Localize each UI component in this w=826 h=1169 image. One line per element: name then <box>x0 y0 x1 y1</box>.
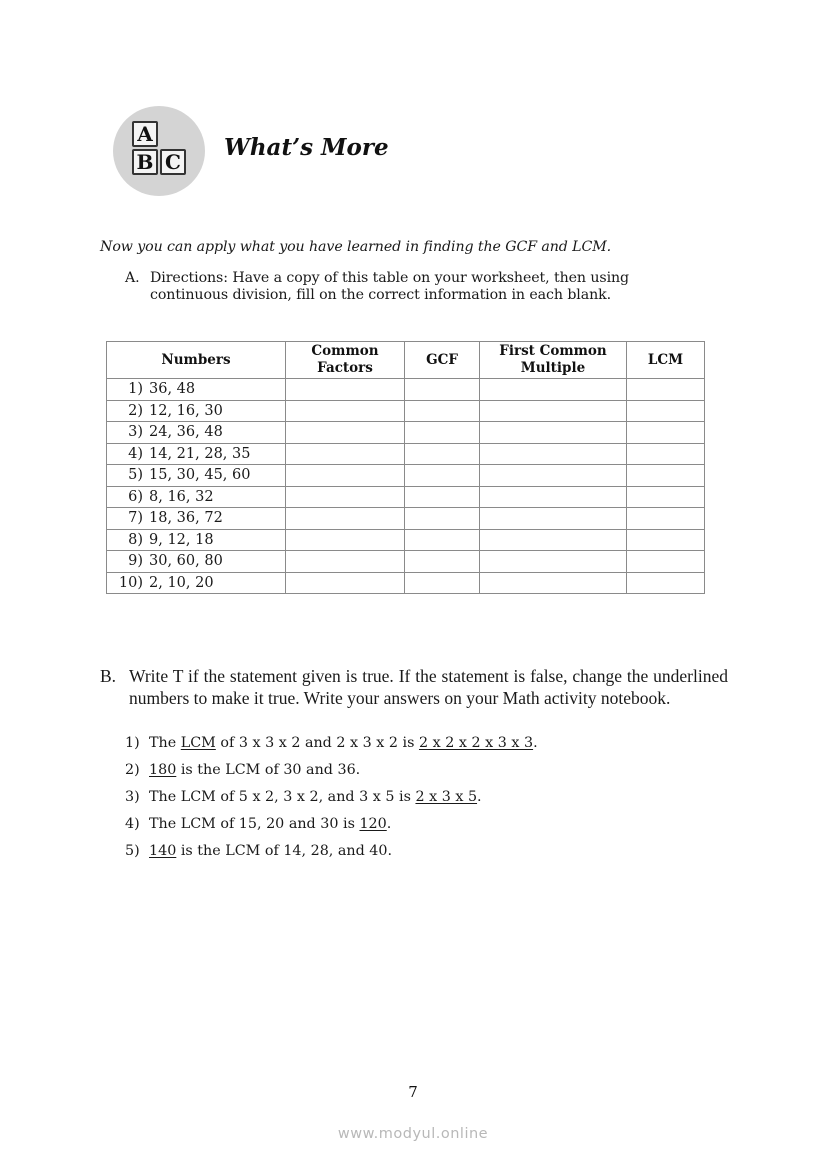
row-numbers: 30, 60, 80 <box>149 553 223 570</box>
table-row <box>107 443 705 465</box>
col-numbers: Numbers <box>107 342 286 379</box>
row-number: 2) <box>128 402 143 419</box>
row-number: 8) <box>128 531 143 548</box>
item-number: 3) <box>125 789 140 805</box>
numbers-cell <box>107 443 286 465</box>
row-numbers: 15, 30, 45, 60 <box>149 467 251 484</box>
numbers-cell <box>107 551 286 573</box>
gcf-cell <box>405 465 480 487</box>
lcm-cell <box>627 551 705 573</box>
first-common-multiple-cell <box>480 529 627 551</box>
common-factors-cell <box>286 422 405 444</box>
lcm-cell <box>627 529 705 551</box>
part-a-text: Directions: Have a copy of this table on your worksheet, then using continuous division, fill on the correct information in each blank. <box>150 270 630 303</box>
list-item <box>125 814 538 841</box>
table-row <box>107 572 705 594</box>
numbers-cell <box>107 465 286 487</box>
worksheet-table <box>106 341 705 594</box>
common-factors-cell <box>286 551 405 573</box>
lcm-cell <box>627 379 705 401</box>
row-numbers: 9, 12, 18 <box>149 531 214 548</box>
gcf-cell <box>405 551 480 573</box>
common-factors-cell <box>286 572 405 594</box>
item-text: . <box>386 816 392 832</box>
underlined-value: 180 <box>149 762 177 778</box>
first-common-multiple-cell <box>480 486 627 508</box>
list-item <box>125 787 538 814</box>
underlined-value: LCM <box>180 735 216 751</box>
first-common-multiple-cell <box>480 508 627 530</box>
block-a-icon: A <box>132 121 158 147</box>
lcm-cell <box>627 508 705 530</box>
col-lcm: LCM <box>627 342 705 379</box>
lcm-cell <box>627 572 705 594</box>
row-numbers: 24, 36, 48 <box>149 424 223 441</box>
row-numbers: 14, 21, 28, 35 <box>149 445 251 462</box>
lcm-cell <box>627 465 705 487</box>
row-number: 9) <box>128 553 143 570</box>
common-factors-cell <box>286 379 405 401</box>
item-text: . <box>477 789 482 805</box>
lcm-cell <box>627 443 705 465</box>
page-number: 7 <box>408 1083 418 1101</box>
item-text: . <box>533 735 538 751</box>
numbers-cell <box>107 486 286 508</box>
common-factors-cell <box>286 529 405 551</box>
table-row <box>107 465 705 487</box>
common-factors-cell <box>286 486 405 508</box>
list-item <box>125 841 538 868</box>
block-c-icon: C <box>160 149 186 175</box>
table-row <box>107 400 705 422</box>
first-common-multiple-cell <box>480 572 627 594</box>
numbers-cell <box>107 529 286 551</box>
item-text: is the LCM of 14, 28, and 40. <box>176 843 393 859</box>
gcf-cell <box>405 572 480 594</box>
lcm-cell <box>627 400 705 422</box>
gcf-cell <box>405 443 480 465</box>
item-text: The LCM of 5 x 2, 3 x 2, and 3 x 5 is <box>149 789 416 805</box>
item-number: 5) <box>125 843 140 859</box>
item-number: 4) <box>125 816 140 832</box>
table-row <box>107 508 705 530</box>
row-number: 7) <box>128 510 143 527</box>
list-item <box>125 760 538 787</box>
common-factors-cell <box>286 508 405 530</box>
gcf-cell <box>405 508 480 530</box>
item-number: 2) <box>125 762 140 778</box>
first-common-multiple-cell <box>480 443 627 465</box>
col-gcf: GCF <box>405 342 480 379</box>
lcm-cell <box>627 422 705 444</box>
first-common-multiple-cell <box>480 400 627 422</box>
gcf-cell <box>405 486 480 508</box>
common-factors-cell <box>286 465 405 487</box>
underlined-value: 2 x 2 x 2 x 3 x 3 <box>418 735 534 751</box>
table-row <box>107 486 705 508</box>
part-b-items <box>125 733 538 868</box>
row-numbers: 18, 36, 72 <box>149 510 223 527</box>
table-row <box>107 529 705 551</box>
block-b-icon: B <box>132 149 158 175</box>
row-numbers: 2, 10, 20 <box>149 574 214 591</box>
numbers-cell <box>107 379 286 401</box>
part-a-label: A. <box>125 270 140 286</box>
abc-blocks-icon <box>113 106 205 196</box>
common-factors-cell <box>286 400 405 422</box>
gcf-cell <box>405 422 480 444</box>
underlined-value: 120 <box>359 816 387 832</box>
item-text: of 3 x 3 x 2 and 2 x 3 x 2 is <box>215 735 419 751</box>
underlined-value: 2 x 3 x 5 <box>415 789 478 805</box>
item-text: The LCM of 15, 20 and 30 is <box>149 816 360 832</box>
gcf-cell <box>405 379 480 401</box>
row-number: 5) <box>128 467 143 484</box>
row-numbers: 8, 16, 32 <box>149 488 214 505</box>
table-row <box>107 379 705 401</box>
item-number: 1) <box>125 735 140 751</box>
gcf-cell <box>405 529 480 551</box>
row-number: 6) <box>128 488 143 505</box>
row-number: 3) <box>128 424 143 441</box>
col-common-factors: Common Factors <box>286 342 405 379</box>
item-text: is the LCM of 30 and 36. <box>176 762 361 778</box>
table-row <box>107 551 705 573</box>
numbers-cell <box>107 508 286 530</box>
part-b-label: B. <box>100 666 117 686</box>
table-row <box>107 422 705 444</box>
part-a-directions <box>125 270 685 304</box>
common-factors-cell <box>286 443 405 465</box>
first-common-multiple-cell <box>480 379 627 401</box>
first-common-multiple-cell <box>480 551 627 573</box>
underlined-value: 140 <box>149 843 177 859</box>
row-number: 4) <box>128 445 143 462</box>
row-number: 1) <box>128 381 143 398</box>
intro-text: Now you can apply what you have learned in finding the GCF and LCM. <box>100 239 612 255</box>
row-numbers: 36, 48 <box>149 381 196 398</box>
section-title: What’s More <box>224 134 389 161</box>
part-b-text: Write T if the statement given is true. If the statement is false, change the underlined numbers to make it true. Write your answers on your Math activity notebook. <box>129 666 728 708</box>
item-text: The <box>149 735 181 751</box>
first-common-multiple-cell <box>480 422 627 444</box>
row-number: 10) <box>118 574 143 591</box>
footer-watermark: www.modyul.online <box>337 1126 489 1142</box>
lcm-cell <box>627 486 705 508</box>
col-first-common-multiple: First Common Multiple <box>480 342 627 379</box>
gcf-cell <box>405 400 480 422</box>
first-common-multiple-cell <box>480 465 627 487</box>
numbers-cell <box>107 422 286 444</box>
table-header-row <box>107 342 705 379</box>
part-b-directions <box>100 665 728 709</box>
numbers-cell <box>107 572 286 594</box>
numbers-cell <box>107 400 286 422</box>
list-item <box>125 733 538 760</box>
row-numbers: 12, 16, 30 <box>149 402 223 419</box>
